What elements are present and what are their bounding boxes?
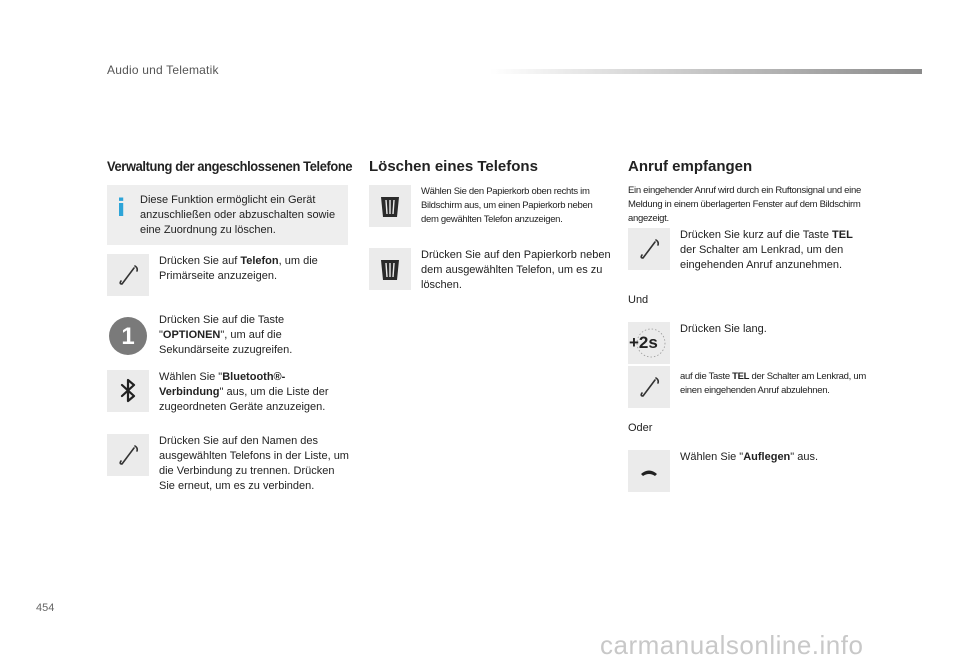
intro-text: Ein eingehender Anruf wird durch ein Ruftonsignal und eine Meldung in einem überlagerten Fenster auf dem Bildschirm angezeigt.	[628, 185, 861, 224]
step-text: Drücken Sie lang.	[680, 323, 767, 335]
info-icon: i	[117, 194, 126, 222]
step-text: auf die Taste TEL der Schalter am Lenkrad, um einen eingehenden Anruf abzulehnen.	[680, 371, 866, 396]
step-text: Wählen Sie den Papierkorb oben rechts im Bildschirm aus, um einen Papierkorb neben dem gewählten Telefon anzuzeigen.	[421, 186, 593, 225]
step-text: Drücken Sie auf die Taste "OPTIONEN", um auf die Sekundärseite zuzugreifen.	[159, 314, 293, 356]
step-text: Drücken Sie auf den Namen des ausgewählten Telefons in der Liste, um die Verbindung zu trennen. Drücken Sie erneut, um es zu verbinden.	[159, 435, 349, 492]
step-text: Wählen Sie "Bluetooth®-Verbindung" aus, um die Liste der zugeordneten Geräte anzuzeigen.	[159, 371, 329, 413]
section-manage-phones	[107, 158, 353, 492]
info-text: Diese Funktion ermöglicht ein Gerät anzuschließen oder abzuschalten sowie eine Zuordnung zu löschen.	[140, 194, 336, 236]
section-title: Löschen eines Telefons	[369, 158, 538, 175]
label-or: Oder	[628, 422, 653, 434]
section-receive-call	[628, 158, 878, 463]
bluetooth-icon	[107, 370, 149, 412]
header-rule	[490, 69, 922, 74]
step-text: Drücken Sie auf den Papierkorb neben dem ausgewählten Telefon, um es zu löschen.	[421, 249, 611, 291]
phone-icon	[107, 254, 149, 296]
section-title: Anruf empfangen	[628, 158, 753, 175]
long-press-icon	[628, 322, 670, 364]
step-text: Wählen Sie "Auflegen" aus.	[680, 451, 819, 463]
hang-up-icon	[628, 450, 670, 492]
phone-icon	[628, 228, 670, 270]
phone-icon	[107, 434, 149, 476]
long-press-label: +2s	[629, 333, 658, 352]
phone-icon	[628, 366, 670, 408]
trash-icon	[369, 248, 411, 290]
watermark: carmanualsonline.info	[600, 630, 864, 660]
section-delete-phone	[369, 158, 611, 291]
running-header: Audio und Telematik	[107, 63, 219, 77]
step-number-badge: 1	[109, 317, 147, 355]
section-title: Verwaltung der angeschlossenen Telefone	[107, 158, 353, 174]
page-number: 454	[36, 602, 55, 614]
step-text: Drücken Sie kurz auf die Taste TEL der Schalter am Lenkrad, um den eingehenden Anruf anzunehmen.	[680, 229, 853, 271]
info-box	[107, 185, 348, 245]
trash-icon	[369, 185, 411, 227]
step-text: Drücken Sie auf Telefon, um die Primärseite anzuzeigen.	[159, 255, 318, 282]
label-and: Und	[628, 294, 649, 306]
